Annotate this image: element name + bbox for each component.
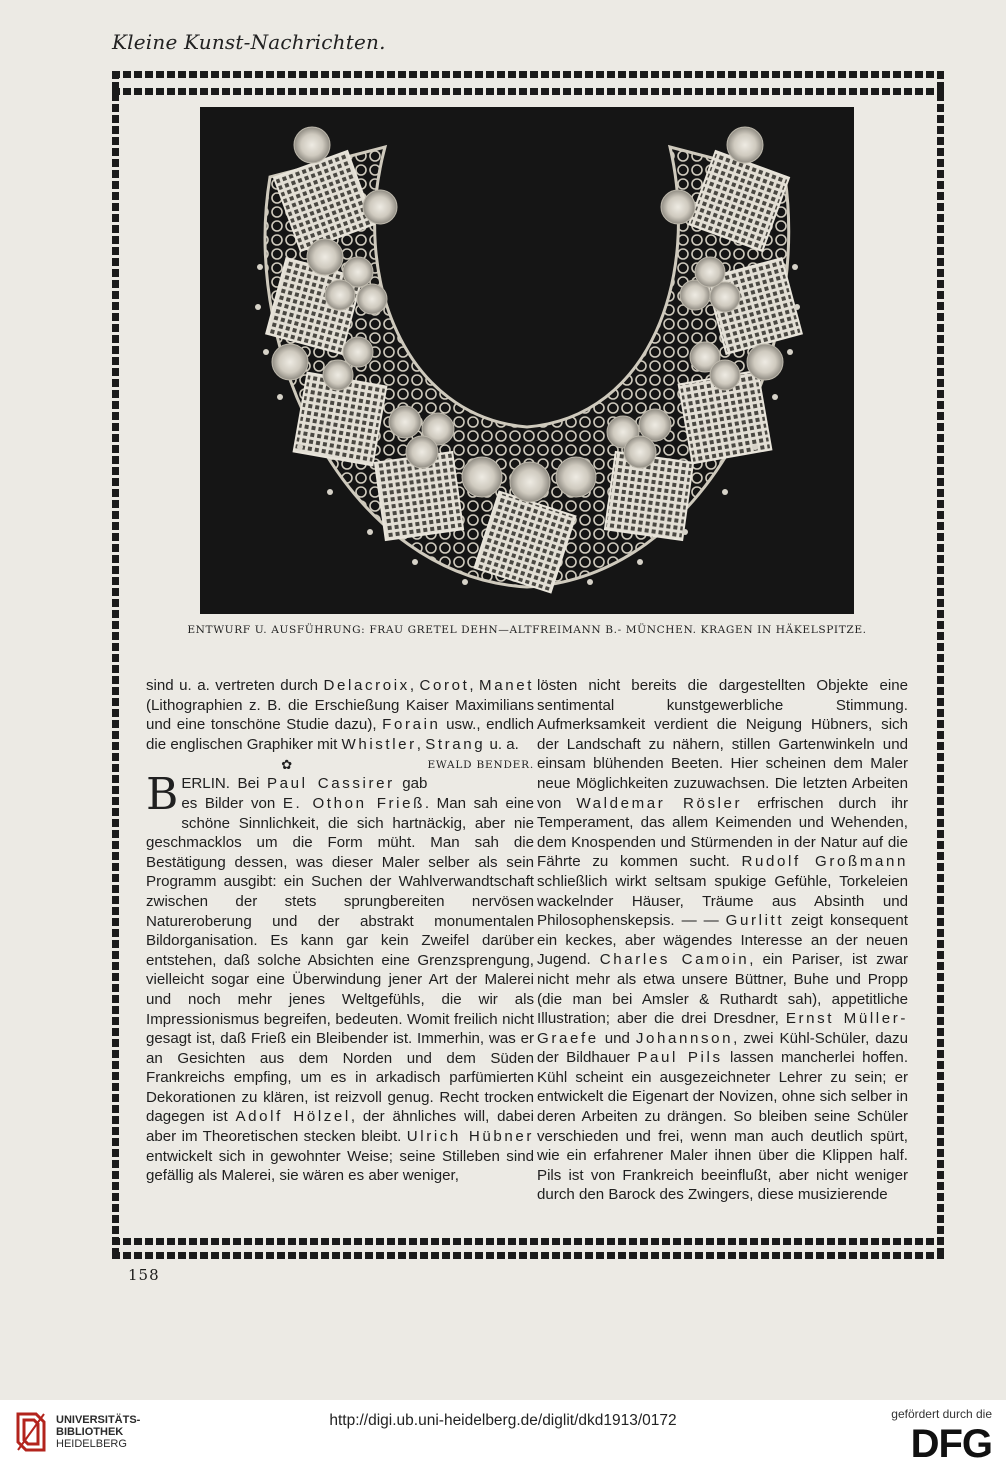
text-run: gab es Bilder von <box>181 775 428 812</box>
funded-by-label: gefördert durch die <box>891 1407 992 1421</box>
right-column <box>537 676 908 1205</box>
name-manet: Manet <box>479 677 534 694</box>
paragraph-intro <box>146 676 534 772</box>
name-johannson: Johannson <box>635 1029 734 1047</box>
library-line-2: BIBLIOTHEK <box>56 1426 124 1438</box>
section-ornament: ✿ <box>281 757 293 773</box>
lace-collar-illustration <box>200 107 854 614</box>
paragraph-continuation <box>537 676 908 1205</box>
name-mueller-graefe: Ernst Müller-Graefe <box>537 1010 908 1047</box>
frame-bottom <box>112 1238 944 1245</box>
text-run: u. a. <box>485 735 519 753</box>
text-run: entwickelt sich in gewohnter Weise; seine Stilleben sind gefällig als Malerei, sie wären es aber weniger, <box>146 1147 534 1185</box>
name-whistler: Whistler <box>341 735 417 753</box>
frame-bottom-2 <box>112 1252 944 1259</box>
text-run: , <box>409 677 420 694</box>
paragraph-berlin <box>146 769 535 1185</box>
text-run: lassen mancherlei hoffen. Kühl scheint ein ausgezeichneter Lehrer zu sein; er entwickelt die Eigenart der Novizen, ohne sich selber in deren Arbeiten zu drängen. So bleiben seine Schüler verschieden und frei, wenn man auch deutlich spürt, wie ein erfahrener Maler ihnen über die Klippen half. Pils ist von Frankreich beeinflußt, aber nicht weniger durch den Barock des Zwingers, diese musizierende <box>537 1049 909 1204</box>
frame-left <box>112 71 119 1259</box>
text-run: , zwei Kühl-Schüler, dazu der Bildhauer <box>537 1029 908 1067</box>
name-strang: Strang <box>425 735 486 753</box>
name-delacroix: Delacroix <box>323 677 410 694</box>
text-run: , ein Pariser, ist zwar nicht mehr als etwa unsere Büttner, Buhe und Propp (die man bei Amsler & Ruthardt sah), appetitliche Illustration; aber die drei Dresdner, <box>537 951 908 1028</box>
name-huebner: Ulrich Hübner <box>406 1128 534 1146</box>
left-column <box>146 676 534 1186</box>
text-run: , <box>416 735 426 753</box>
name-forain: Forain <box>382 716 441 734</box>
name-corot: Corot <box>419 677 470 694</box>
name-grossmann: Rudolf Großmann <box>741 853 908 871</box>
text-run: zeigt konsequent ein keckes, aber wägendes Interesse an der neuen Jugend. <box>537 912 908 969</box>
text-run: sind u. a. vertreten durch <box>146 677 324 694</box>
text-run: , der ähnliches will, dabei aber im Theoretischen stecken bleibt. <box>146 1108 535 1146</box>
footer-bar <box>0 1400 1006 1471</box>
text-run: . Man sah eine schöne Sinnlichkeit, die sich hartnäckig, aber nie geschmacklos um die Form müht. Man sah die Bestätigung dessen, was dieser Maler selber als sein Programm ausgibt: ein Suchen der Wahlverwandtschaft zwischen der stets sprungbereiten nervösen Natureroberung und der abstrakt monumentalen Bildorganisation. Es kann gar kein Zweifel darüber entstehen, daß solche Absichten eine Grenzsprengung, vielleicht sogar eine Überwindung jener Art der Malerei und noch mehr jenes Weltgefühls, die wir als Impressionismus begreifen, bedeuten. Womit freilich nicht gesagt ist, daß Frieß ein Bleibender ist. Immerhin, was er an Gesichten aus dem Norden und dem Süden Frankreichs empfing, um es in arkadisch parfümierten Dekorationen zu klären, ist reizvoll genug. Recht trocken dagegen ist <box>146 794 534 1126</box>
name-cassirer: Paul Cassirer <box>266 775 395 793</box>
page-number: 158 <box>128 1266 160 1284</box>
running-head: Kleine Kunst-Nachrichten. <box>112 30 386 54</box>
name-camoin: Charles Camoin <box>599 951 750 969</box>
text-run: , <box>469 677 480 694</box>
library-line-1: UNIVERSITÄTS- <box>56 1414 141 1426</box>
frame-right <box>937 71 944 1259</box>
name-roesler: Waldemar Rösler <box>576 794 743 812</box>
dfg-logo: DFG <box>910 1422 992 1466</box>
name-friess: E. Othon Frieß <box>282 794 425 812</box>
text-run: usw., endlich die englischen Graphiker mit <box>146 716 534 753</box>
text-run: und <box>598 1029 636 1047</box>
name-hoelzel: Adolf Hölzel <box>235 1108 351 1126</box>
name-gurlitt: Gurlitt <box>725 912 785 930</box>
text-run: lösten nicht bereits die dargestellten Objekte eine sentimental kunstgewerbliche Stimmung. Aufmerksamkeit verdient die Neigung Hübners, sich der Landschaft zu nähern, stillen Gartenwinkeln und einsam blühenden Beeten. Hier scheinen dem Maler neue Möglichkeiten zuzuwachsen. Die letzten Arbeiten von <box>537 677 908 812</box>
text-run: erfrischen durch ihr Temperament, das allem Keimenden und Wehenden, dem Knospenden und Stürmenden in der Natur auf die Fährte zu kommen sucht. <box>537 794 908 871</box>
text-run: (Lithographien z. B. die Erschießung Kaiser Maximilians und eine tonschöne Studie dazu), <box>146 696 534 734</box>
author-signature: EWALD BENDER. <box>427 759 534 772</box>
drop-cap: B <box>146 769 179 821</box>
text-run: ERLIN. Bei <box>181 775 267 793</box>
frame-rule-2 <box>112 88 944 95</box>
lace-collar-photo <box>200 107 854 614</box>
text-run: schließlich wirkt seltsam spukige Gefühle, Torkeleien wackelnder Häuser, Träume aus Absinth und Philosophenskepsis. — — <box>537 872 908 930</box>
frame-top <box>112 71 944 78</box>
permalink-url[interactable]: http://digi.ub.uni-heidelberg.de/diglit/dkd1913/0172 <box>329 1412 677 1429</box>
name-pils: Paul Pils <box>637 1049 723 1067</box>
library-line-3: HEIDELBERG <box>56 1438 127 1450</box>
photo-caption: ENTWURF U. AUSFÜHRUNG: FRAU GRETEL DEHN—ALTFREIMANN B.- MÜNCHEN. KRAGEN IN HÄKELSPITZE. <box>187 624 867 636</box>
